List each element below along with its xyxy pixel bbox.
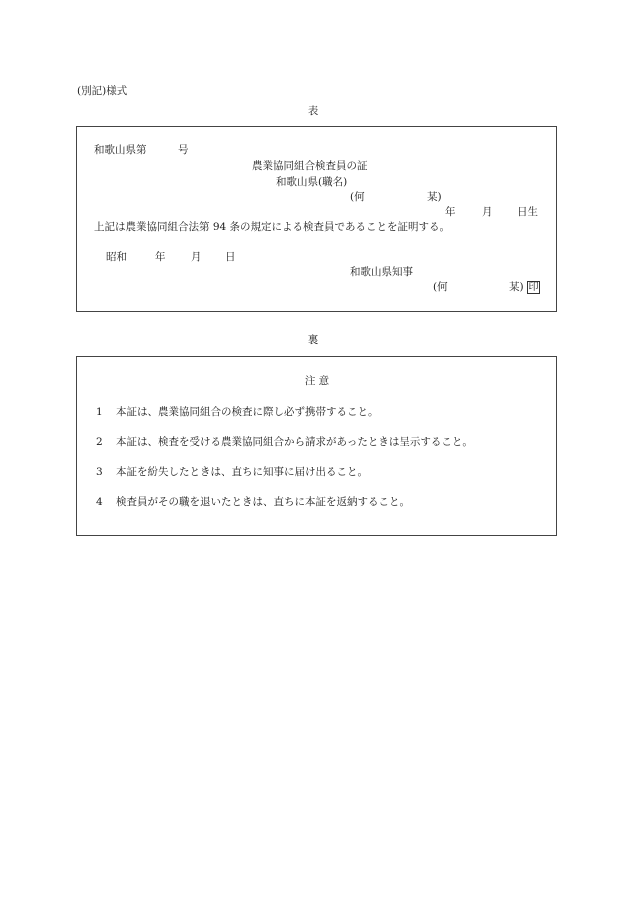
front-heading: 表 bbox=[307, 105, 319, 117]
note-number: 4 bbox=[96, 496, 103, 508]
issue-date-era: 昭和 bbox=[106, 251, 127, 263]
issuer-name-open: (何 bbox=[433, 281, 448, 293]
holder-name-open: (何 bbox=[350, 191, 365, 203]
note-number: 2 bbox=[96, 436, 103, 448]
note-number: 3 bbox=[96, 466, 103, 478]
dob-month: 月 bbox=[482, 206, 493, 218]
certification-statement: 上記は農業協同組合法第 94 条の規定による検査員であることを証明する。 bbox=[94, 221, 451, 233]
holder-name-close: 某) bbox=[427, 191, 442, 203]
note-item bbox=[96, 497, 410, 508]
header-label: (別記)様式 bbox=[77, 85, 128, 97]
note-text: 検査員がその職を退いたときは、直ちに本証を返納すること。 bbox=[116, 496, 410, 508]
certificate-title: 農業協同組合検査員の証 bbox=[252, 160, 368, 172]
issue-date-year: 年 bbox=[155, 251, 166, 263]
cert-number-suffix: 号 bbox=[178, 144, 189, 156]
back-heading: 裏 bbox=[307, 334, 319, 346]
note-text: 本証を紛失したときは、直ちに知事に届け出ること。 bbox=[116, 466, 368, 478]
issuer-title: 和歌山県知事 bbox=[350, 266, 413, 278]
note-item bbox=[96, 437, 473, 448]
issue-date-month: 月 bbox=[191, 251, 202, 263]
cert-number-prefix: 和歌山県第 bbox=[94, 144, 147, 156]
note-text: 本証は、検査を受ける農業協同組合から請求があったときは呈示すること。 bbox=[116, 436, 473, 448]
note-item bbox=[96, 467, 368, 478]
notes-title: 注 意 bbox=[304, 375, 330, 387]
note-text: 本証は、農業協同組合の検査に際し必ず携帯すること。 bbox=[116, 406, 379, 418]
dob-day: 日生 bbox=[517, 206, 538, 218]
issue-date-day: 日 bbox=[225, 251, 236, 263]
seal-box bbox=[527, 281, 540, 294]
issuer-name-close: 某) bbox=[509, 281, 524, 293]
front-card-frame bbox=[76, 126, 557, 312]
dob-year: 年 bbox=[445, 206, 456, 218]
note-item bbox=[96, 407, 379, 418]
note-number: 1 bbox=[96, 406, 103, 418]
back-card-frame bbox=[76, 356, 557, 536]
seal-label: 印 bbox=[528, 281, 539, 293]
position-line: 和歌山県(職名) bbox=[276, 176, 348, 188]
